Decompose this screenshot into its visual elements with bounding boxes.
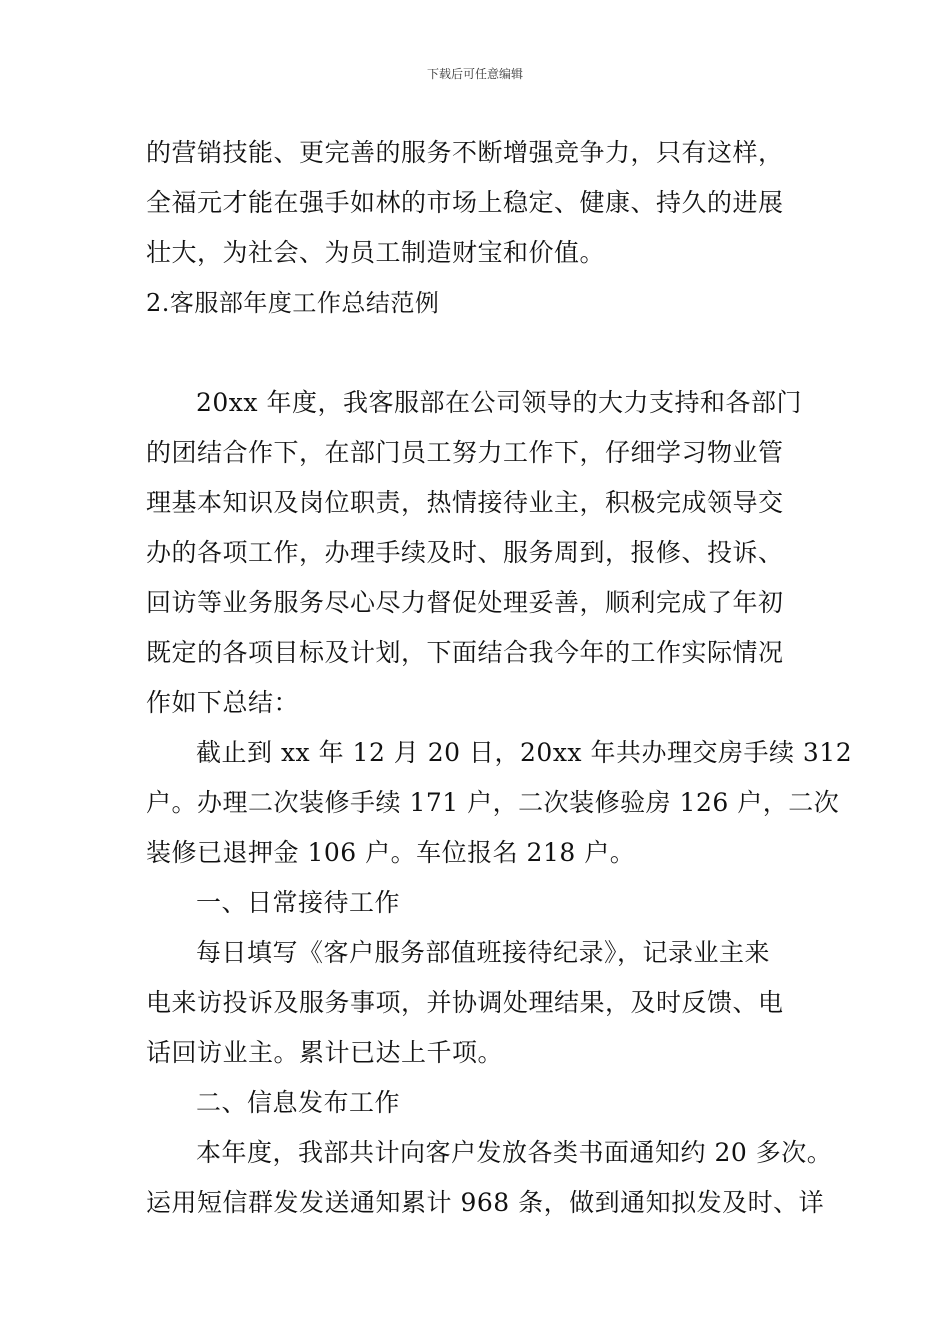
text-line: 办的各项工作，办理手续及时、服务周到，报修、投诉、 (146, 538, 784, 567)
document-body (146, 128, 853, 1228)
page-header-note: 下载后可任意编辑 (426, 67, 523, 81)
text-line: 运用短信群发发送通知累计 968 条，做到通知拟发及时、详 (146, 1188, 825, 1217)
text-line: 壮大，为社会、为员工制造财宝和价值。 (146, 238, 606, 267)
text-line: 回访等业务服务尽心尽力督促处理妥善，顺利完成了年初 (146, 588, 784, 617)
text-line: 的团结合作下，在部门员工努力工作下，仔细学习物业管 (146, 438, 784, 467)
text-line: 的营销技能、更完善的服务不断增强竞争力，只有这样， (146, 138, 784, 167)
text-line: 装修已退押金 106 户。车位报名 218 户。 (146, 838, 636, 867)
text-line: 户。办理二次装修手续 171 户，二次装修验房 126 户，二次 (146, 788, 840, 817)
blank-line (146, 328, 816, 378)
paragraph-first-line: 每日填写《客户服务部值班接待纪录》，记录业主来 (196, 938, 771, 967)
paragraph-first-line: 截止到 xx 年 12 月 20 日，20xx 年共办理交房手续 312 (196, 738, 853, 767)
paragraph-first-line: 本年度，我部共计向客户发放各类书面通知约 20 多次。 (196, 1138, 833, 1167)
subsection-heading: 一、日常接待工作 (196, 888, 401, 917)
text-line: 作如下总结： (146, 688, 300, 717)
paragraph-first-line: 20xx 年度，我客服部在公司领导的大力支持和各部门 (196, 388, 802, 417)
text-line: 理基本知识及岗位职责，热情接待业主，积极完成领导交 (146, 488, 784, 517)
text-line: 既定的各项目标及计划，下面结合我今年的工作实际情况 (146, 638, 784, 667)
subsection-heading: 二、信息发布工作 (196, 1088, 401, 1117)
text-line: 全福元才能在强手如林的市场上稳定、健康、持久的进展 (146, 188, 784, 217)
text-line: 话回访业主。累计已达上千项。 (146, 1038, 504, 1067)
text-line: 电来访投诉及服务事项，并协调处理结果，及时反馈、电 (146, 988, 784, 1017)
section-title: 2.客服部年度工作总结范例 (146, 289, 440, 317)
